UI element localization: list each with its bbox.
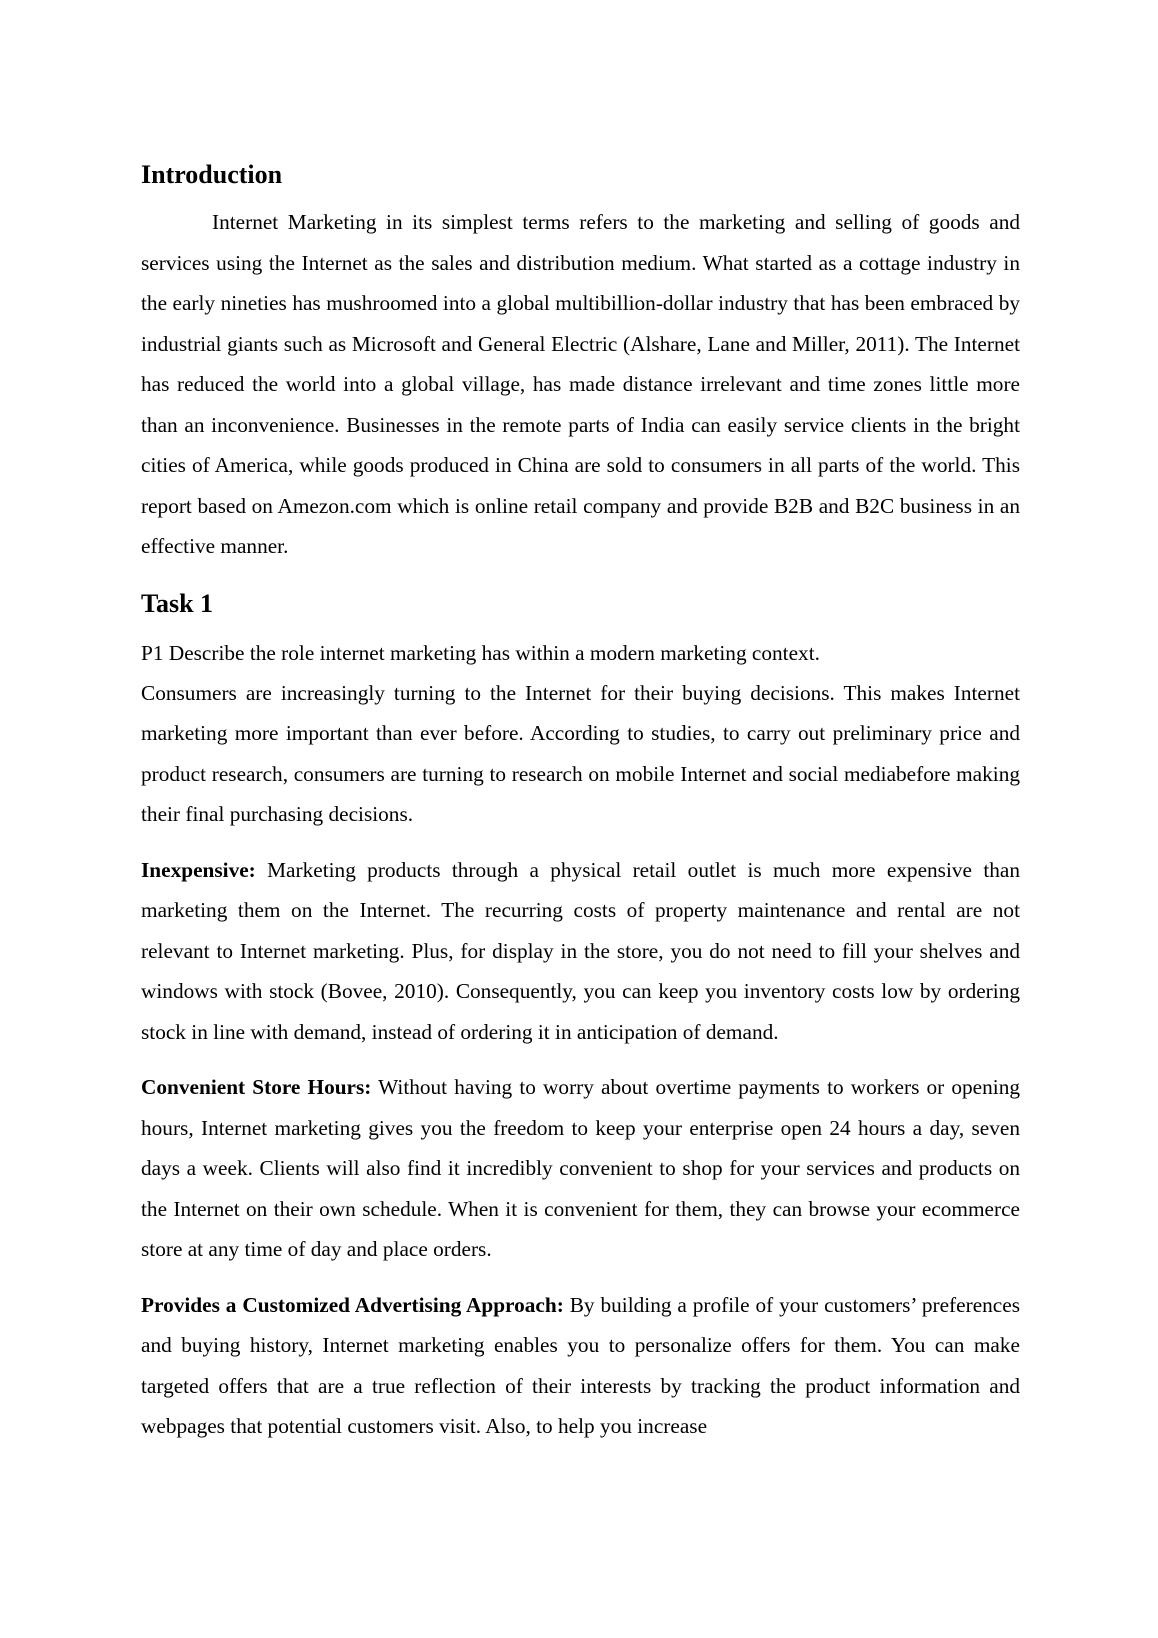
point-text: Marketing products through a physical retail outlet is much more expensive than marketing them on the Internet. The recurring costs of property maintenance and rental are not relevant to Internet marketing. Plus, for display in the store, you do not need to fill your shelves and windows with stock (Bovee, 2010). Consequently, you can keep you inventory costs low by ordering stock in line with demand, instead of ordering it in anticipation of demand. bbox=[141, 857, 1020, 1044]
point-inexpensive bbox=[141, 850, 1020, 1053]
document-page bbox=[141, 160, 1020, 1447]
point-text: By building a profile of your customers’ preferences and buying history, Internet marketing enables you to personalize offers for them. You can make targeted offers that are a true reflection of their interests by tracking the product information and webpages that potential customers visit. Also, to help you increase bbox=[141, 1292, 1020, 1438]
introduction-paragraph: Internet Marketing in its simplest terms refers to the marketing and selling of goods and services using the Internet as the sales and distribution medium. What started as a cottage industry in the early nineties has mushroomed into a global multibillion-dollar industry that has been embraced by industrial giants such as Microsoft and General Electric (Alshare, Lane and Miller, 2011). The Internet has reduced the world into a global village, has made distance irrelevant and time zones little more than an inconvenience. Businesses in the remote parts of India can easily service clients in the bright cities of America, while goods produced in China are sold to consumers in all parts of the world. This report based on Amezon.com which is online retail company and provide B2B and B2C business in an effective manner. bbox=[141, 210, 1020, 558]
point-term: Inexpensive: bbox=[141, 857, 256, 882]
introduction-heading: Introduction bbox=[141, 160, 283, 189]
point-convenient-store-hours bbox=[141, 1067, 1020, 1270]
point-text: Without having to worry about overtime payments to workers or opening hours, Internet marketing gives you the freedom to keep your enterprise open 24 hours a day, seven days a week. Clients will also find it incredibly convenient to shop for your services and products on the Internet on their own schedule. When it is convenient for them, they can browse your ecommerce store at any time of day and place orders. bbox=[141, 1075, 1020, 1261]
point-customized-advertising bbox=[141, 1285, 1020, 1447]
point-term: Provides a Customized Advertising Approach: bbox=[141, 1292, 564, 1317]
task-1-heading: Task 1 bbox=[141, 588, 214, 618]
point-term: Convenient Store Hours: bbox=[141, 1075, 372, 1099]
task-1-question: P1 Describe the role internet marketing has within a modern marketing context. bbox=[141, 640, 820, 665]
task-1-paragraph: Consumers are increasingly turning to the Internet for their buying decisions. This makes Internet marketing more important than ever before. According to studies, to carry out preliminary price and product research, consumers are turning to research on mobile Internet and social mediabefore making their final purchasing decisions. bbox=[141, 680, 1020, 826]
